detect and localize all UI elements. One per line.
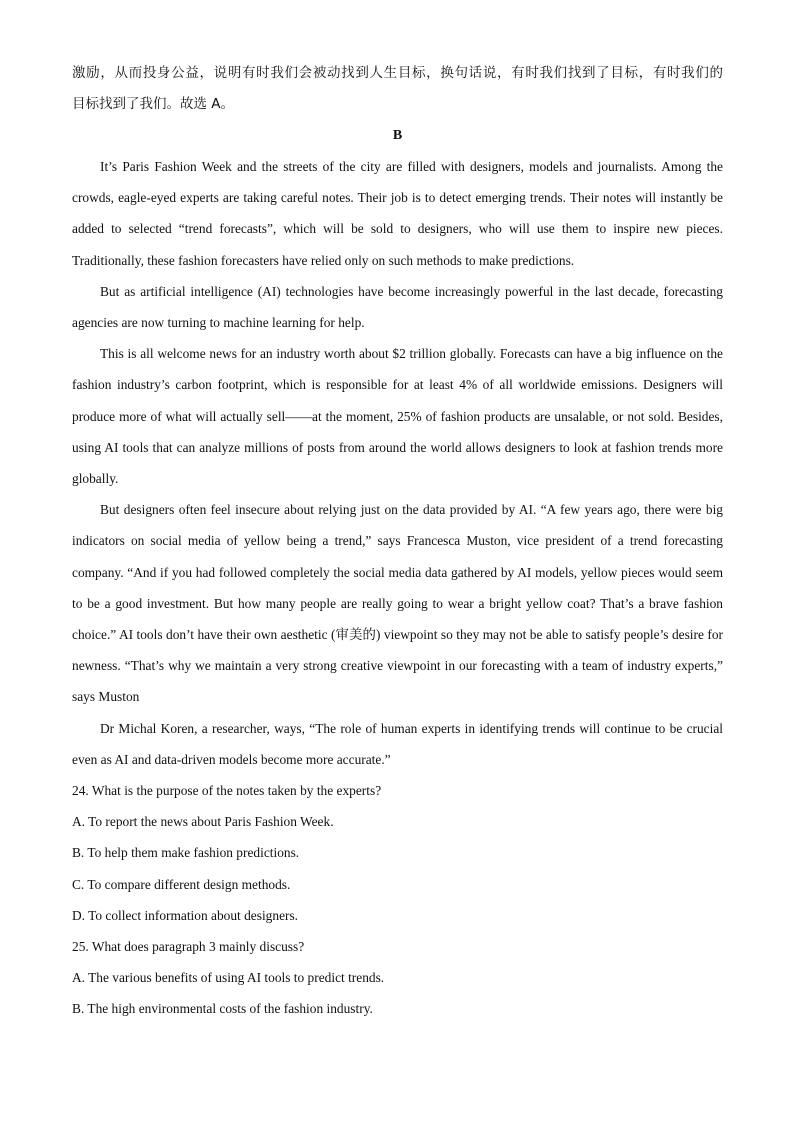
passage-paragraph: This is all welcome news for an industry worth about $2 trillion globally. Forecasts can have a big influence on the fashion industry’s carbon footprint, which is responsible for at least 4% of all worldwide emissions. Designers will produce more of what will actually sell——at the moment, 25% of fashion products are unsalable, or not sold. Besides, using AI tools that can analyze millions of posts from around the world allows designers to look at fashion trends more globally. — [72, 346, 723, 487]
answer-option: A. To report the news about Paris Fashion Week. — [72, 814, 334, 830]
answer-option: B. The high environmental costs of the fashion industry. — [72, 1001, 373, 1017]
answer-option: B. To help them make fashion predictions. — [72, 845, 300, 861]
passage-paragraph: But as artificial intelligence (AI) technologies have become increasingly powerful in the last decade, forecasting agencies are now turning to machine learning for help. — [72, 283, 723, 331]
passage-paragraph: But designers often feel insecure about relying just on the data provided by AI. “A few years ago, there were big indicators on social media of yellow being a trend,” says Francesca Muston, vice president of a trend forecasting company. “And if you had followed completely the social media data gathered by AI models, yellow pieces would seem to be a good investment. But how many people are really going to wear a bright yellow coat? That’s a brave fashion choice.” AI tools don’t have their own aesthetic (审美的) viewpoint so they may not be able to satisfy people’s desire for newness. “That’s why we maintain a very strong creative viewpoint in our forecasting with a team of industry experts,” says Muston — [72, 502, 723, 705]
passage-paragraph: It’s Paris Fashion Week and the streets of the city are filled with designers, models and journalists. Among the crowds, eagle-eyed experts are taking careful notes. Their job is to detect emerging trends. Their notes will instantly be added to selected “trend forecasts”, which will be sold to designers, who will use them to inspire new pieces. Traditionally, these fashion forecasters have relied only on such methods to make predictions. — [72, 159, 723, 268]
intro-line: 激励，从而投身公益，说明有时我们会被动找到人生目标，换句话说，有时我们找到了目标，有时我们的 — [72, 65, 723, 81]
answer-option: A. The various benefits of using AI tools to predict trends. — [72, 970, 385, 986]
document-page — [72, 58, 723, 1025]
answer-option: D. To collect information about designers. — [72, 907, 299, 923]
question-24 — [72, 775, 723, 931]
question-stem: 25. What does paragraph 3 mainly discuss? — [72, 939, 305, 955]
answer-option: C. To compare different design methods. — [72, 876, 291, 892]
question-stem: 24. What is the purpose of the notes taken by the experts? — [72, 783, 382, 799]
section-title: B — [392, 128, 403, 143]
intro-line: 目标找到了我们。故选 A。 — [72, 96, 235, 112]
passage-paragraph: Dr Michal Koren, a researcher, ways, “The role of human experts in identifying trends will continue to be crucial even as AI and data-driven models become more accurate.” — [72, 720, 723, 767]
question-25 — [72, 931, 723, 1025]
